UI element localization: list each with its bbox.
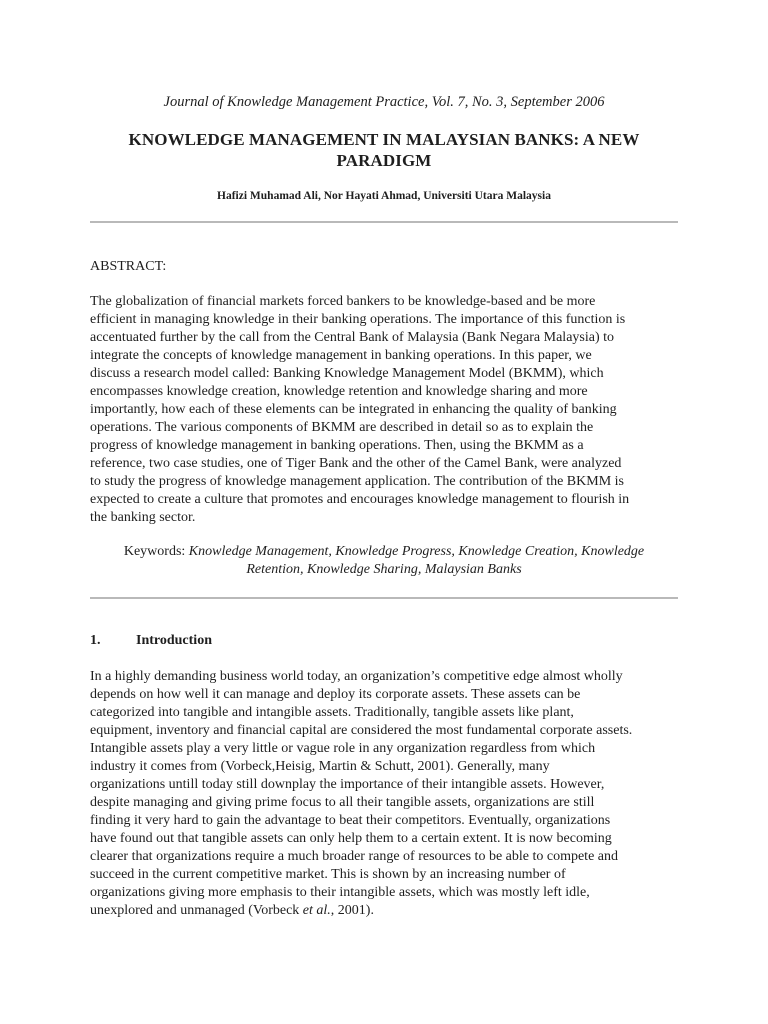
intro-line: have found out that tangible assets can only help them to a certain extent. It is now becoming [90,831,612,846]
intro-text: , 2001). [330,903,374,918]
keywords [90,543,678,579]
intro-line: clearer that organizations require a much broader range of resources to be able to compete and [90,849,619,864]
abstract-line: The globalization of financial markets forced bankers to be knowledge-based and be more [90,294,596,309]
keywords-list: Knowledge Management, Knowledge Progress, Knowledge Creation, Knowledge [188,544,645,559]
intro-line: depends on how well it can manage and deploy its corporate assets. These assets can be [90,687,581,702]
section-heading [90,632,212,650]
author-line: Hafizi Muhamad Ali, Nor Hayati Ahmad, Universiti Utara Malaysia [217,190,551,202]
paper-title [90,129,678,171]
intro-line: succeed in the current competitive market. This is shown by an increasing number of [90,867,566,882]
introduction-body [90,668,678,920]
abstract-heading: ABSTRACT: [90,259,167,274]
intro-text: unexplored and unmanaged (Vorbeck [90,903,303,918]
divider [90,221,678,223]
keywords-line [90,543,678,561]
keywords-label: Keywords: [123,544,189,559]
title-line: KNOWLEDGE MANAGEMENT IN MALAYSIAN BANKS: A NEW [128,130,640,149]
intro-line: industry it comes from (Vorbeck,Heisig, Martin & Schutt, 2001). Generally, many [90,759,550,774]
intro-line: organizations giving more emphasis to their intangible assets, which was mostly left idle, [90,885,590,900]
intro-line: organizations untill today still downplay the importance of their intangible assets. However, [90,777,605,792]
intro-line: In a highly demanding business world today, an organization’s competitive edge almost wholly [90,669,623,684]
journal-citation: Journal of Knowledge Management Practice, Vol. 7, No. 3, September 2006 [163,94,605,110]
abstract-line: reference, two case studies, one of Tiger Bank and the other of the Camel Bank, were analyzed [90,456,622,471]
intro-line: categorized into tangible and intangible assets. Traditionally, tangible assets like plant, [90,705,574,720]
abstract-line: expected to create a culture that promotes and encourages knowledge management to flourish in [90,492,630,507]
abstract-line: to study the progress of knowledge management application. The contribution of the BKMM is [90,474,624,489]
abstract-line: the banking sector. [90,510,196,525]
title-line: PARADIGM [336,151,432,170]
intro-line: equipment, inventory and financial capital are considered the most fundamental corporate assets. [90,723,633,738]
abstract-line: integrate the concepts of knowledge management in banking operations. In this paper, we [90,348,592,363]
intro-line: despite managing and giving prime focus to all their tangible assets, organizations are still [90,795,595,810]
section-title: Introduction [136,633,212,648]
abstract-line: operations. The various components of BKMM are described in detail so as to explain the [90,420,594,435]
intro-italic: et al. [302,903,331,918]
section-number: 1. [90,633,101,648]
abstract-line: progress of knowledge management in banking operations. Then, using the BKMM as a [90,438,584,453]
intro-line: finding it very hard to gain the advantage to beat their competitors. Eventually, organizations [90,813,611,828]
keywords-list: Retention, Knowledge Sharing, Malaysian Banks [246,562,522,577]
abstract-line: efficient in managing knowledge in their banking operations. The importance of this function is [90,312,626,327]
divider [90,597,678,599]
intro-line: Intangible assets play a very little or vague role in any organization regardless from which [90,741,596,756]
abstract-line: accentuated further by the call from the Central Bank of Malaysia (Bank Negara Malaysia) to [90,330,615,345]
intro-line [90,902,678,920]
abstract-line: importantly, how each of these elements can be integrated in enhancing the quality of banking [90,402,617,417]
abstract-body [90,293,678,527]
abstract-line: discuss a research model called: Banking Knowledge Management Model (BKMM), which [90,366,604,381]
abstract-line: encompasses knowledge creation, knowledge retention and knowledge sharing and more [90,384,588,399]
